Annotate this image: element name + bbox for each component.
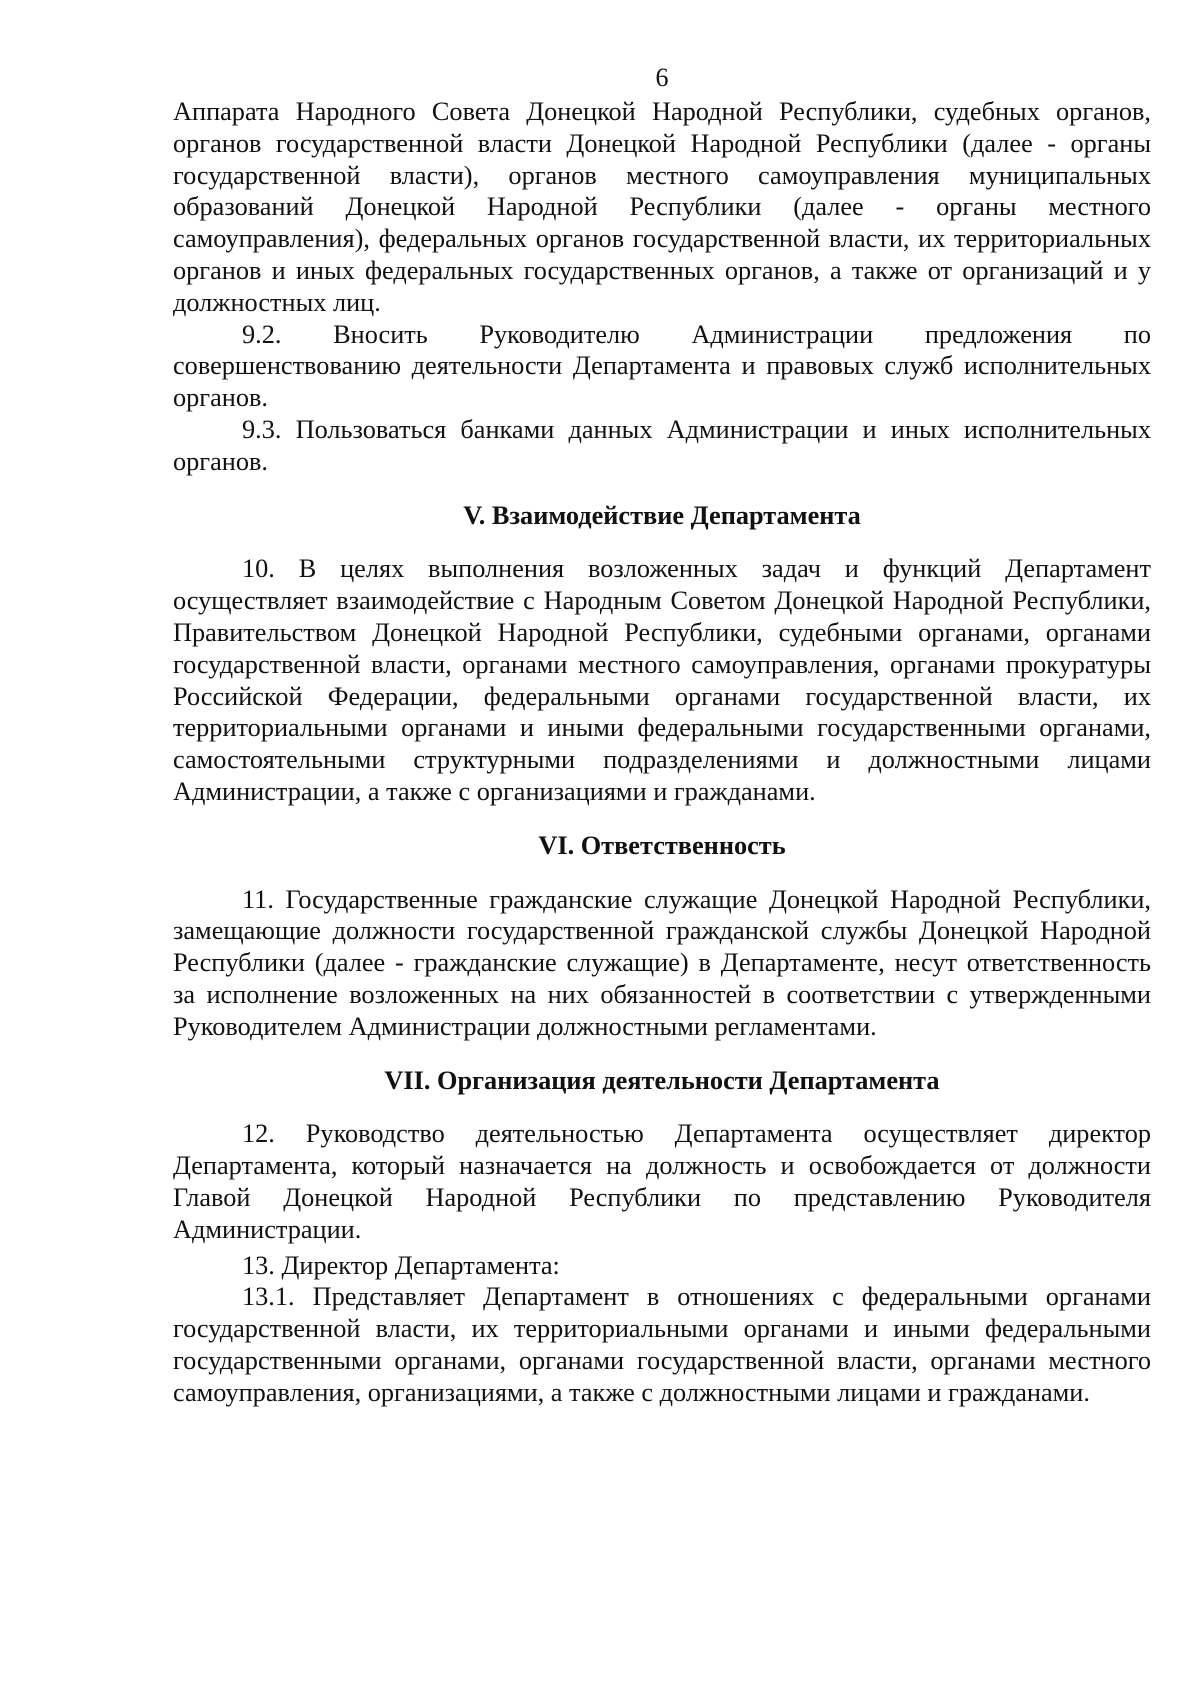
section-heading-vii: VII. Организация деятельности Департамента — [384, 1065, 940, 1095]
paragraph-13-1: 13.1. Представляет Департамент в отношениях с федеральными органами государственной власти, их территориальными органами и иными федеральными государственными органами, органами государственной власти, органами местного самоуправления, организациями, а также с должностными лицами и гражданами. — [173, 1282, 1151, 1407]
paragraph-continuation: Аппарата Народного Совета Донецкой Народной Республики, судебных органов, органов государственной власти Донецкой Народной Республики (далее - органы государственной власти), органов местного самоуправления муниципальных образований Донецкой Народной Республики (далее - органы местного самоуправления), федеральных органов государственной власти, их территориальных органов и иных федеральных государственных органов, а также от организаций и у должностных лиц. — [173, 97, 1151, 317]
paragraph-10: 10. В целях выполнения возложенных задач и функций Департамент осуществляет взаимодействие с Народным Советом Донецкой Народной Республики, Правительством Донецкой Народной Республики, судебными органами, органами государственной власти, органами местного самоуправления, органами прокуратуры Российской Федерации, федеральными органами государственной власти, их территориальными органами и иными федеральными государственными органами, самостоятельными структурными подразделениями и должностными лицами Администрации, а также с организациями и гражданами. — [173, 554, 1151, 806]
page-number: 6 — [655, 63, 669, 92]
section-heading-v: V. Взаимодействие Департамента — [463, 500, 861, 530]
paragraph-9-2: 9.2. Вносить Руководителю Администрации предложения по совершенствованию деятельности Департамента и правовых служб исполнительных органов. — [173, 319, 1151, 413]
paragraph-9-3: 9.3. Пользоваться банками данных Администрации и иных исполнительных органов. — [173, 414, 1151, 476]
paragraph-13: 13. Директор Департамента: — [242, 1250, 560, 1280]
paragraph-11: 11. Государственные гражданские служащие Донецкой Народной Республики, замещающие должности государственной гражданской службы Донецкой Народной Республики (далее - гражданские служащие) в Департаменте, несут ответственность за исполнение возложенных на них обязанностей в соответствии с утвержденными Руководителем Администрации должностными регламентами. — [173, 884, 1151, 1041]
section-heading-vi: VI. Ответственность — [538, 830, 786, 860]
document-page — [173, 62, 1151, 1408]
paragraph-12: 12. Руководство деятельностью Департамента осуществляет директор Департамента, который назначается на должность и освобождается от должности Главой Донецкой Народной Республики по представлению Руководителя Администрации. — [173, 1119, 1151, 1244]
